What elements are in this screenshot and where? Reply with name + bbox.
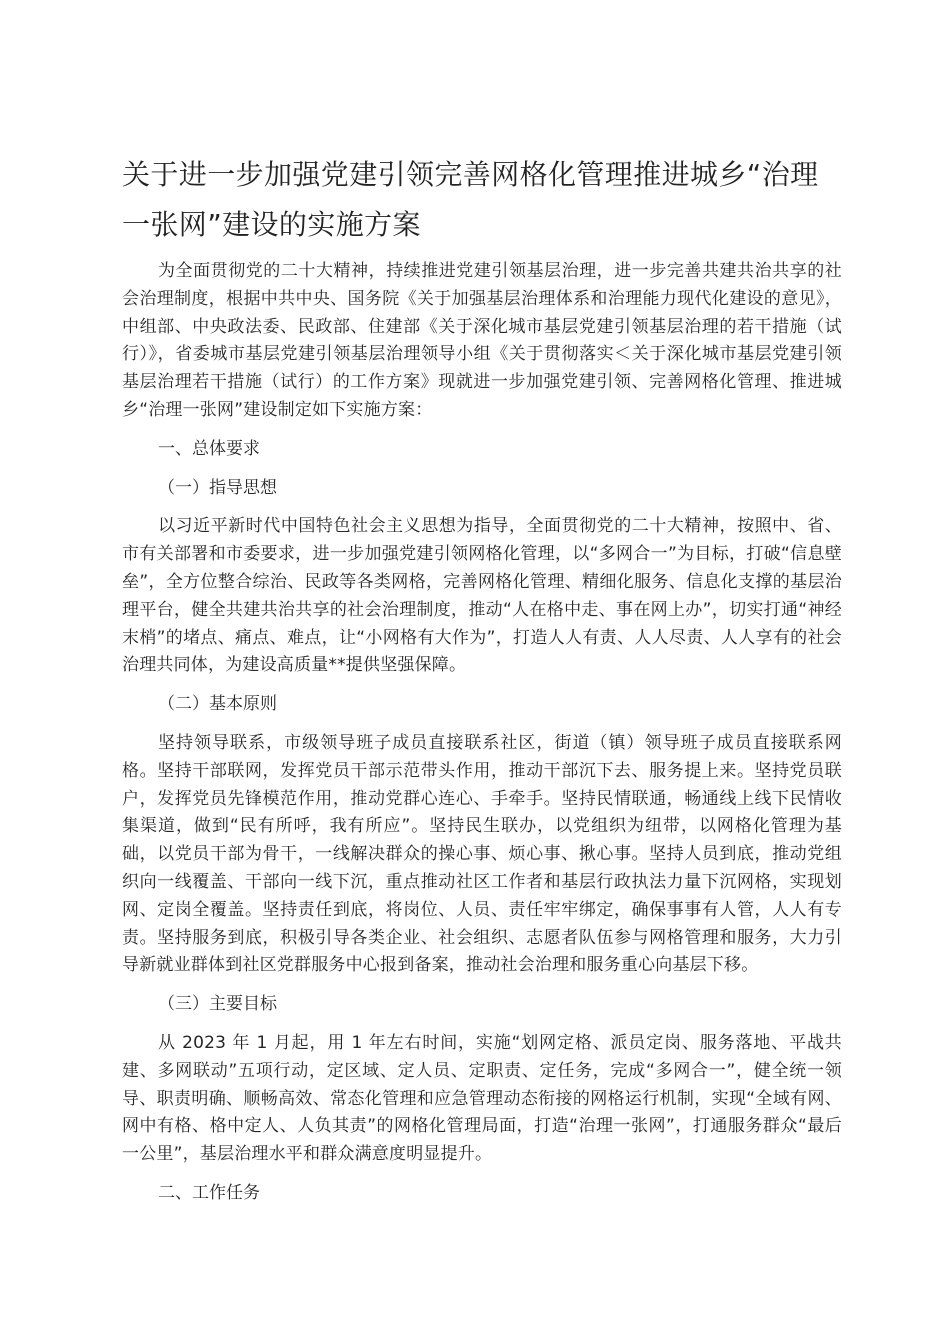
basic-principles-paragraph: 坚持领导联系，市级领导班子成员直接联系社区，街道（镇）领导班子成员直接联系网格。坚持干部联网，发挥党员干部示范带头作用，推动干部沉下去、服务提上来。坚持党员联户，发挥党员先锋模范作用，推动党群心连心、手牵手。坚持民情联通，畅通线上线下民情收集渠道，做到“民有所呼，我有所应”。坚持民生联办，以党组织为纽带，以网格化管理为基础，以党员干部为骨干，一线解决群众的操心事、烦心事、揪心事。坚持人员到底，推动党组织向一线覆盖、干部向一线下沉，重点推动社区工作者和基层行政执法力量下沉网格，实现划网、定岗全覆盖。坚持责任到底，将岗位、人员、责任牢牢绑定，确保事事有人管，人人有专责。坚持服务到底，积极引导各类企业、社会组织、志愿者队伍参与网格管理和服务，大力引导新就业群体到社区党群服务中心报到备案，推动社会治理和服务重心向基层下移。 [122, 732, 842, 976]
document-title: 关于进一步加强党建引领完善网格化管理推进城乡“治理一张网”建设的实施方案 [122, 158, 819, 241]
document-body [122, 258, 842, 1208]
main-goals-paragraph: 从 2023 年 1 月起，用 1 年左右时间，实施“划网定格、派员定岗、服务落地、平战共建、多网联动”五项行动，定区域、定人员、定职责、定任务，完成“多网合一”，健全统一领导、职责明确、顺畅高效、常态化管理和应急管理动态衔接的网格运行机制，实现“全域有网、网中有格、格中定人、人负其责”的网格化管理局面，打造“治理一张网”，打通服务群众“最后一公里”，基层治理水平和群众满意度明显提升。 [122, 1032, 842, 1165]
subsection-heading-guiding-ideology: （一）指导思想 [158, 477, 277, 498]
subsection-heading-main-goals: （三）主要目标 [158, 994, 277, 1015]
section-heading-general-requirements: 一、总体要求 [158, 438, 260, 459]
subsection-heading-basic-principles: （二）基本原则 [158, 694, 277, 715]
guiding-ideology-paragraph: 以习近平新时代中国特色社会主义思想为指导，全面贯彻党的二十大精神，按照中、省、市有关部署和市委要求，进一步加强党建引领网格化管理，以“多网合一”为目标，打破“信息壁垒”，全方位整合综治、民政等各类网格，完善网格化管理、精细化服务、信息化支撑的基层治理平台，健全共建共治共享的社会治理制度，推动“人在格中走、事在网上办”，切实打通“神经末梢”的堵点、痛点、难点，让“小网格有大作为”，打造人人有责、人人尽责、人人享有的社会治理共同体，为建设高质量**提供坚强保障。 [122, 516, 842, 676]
intro-paragraph: 为全面贯彻党的二十大精神，持续推进党建引领基层治理，进一步完善共建共治共享的社会治理制度，根据中共中央、国务院《关于加强基层治理体系和治理能力现代化建设的意见》，中组部、中央政法委、民政部、住建部《关于深化城市基层党建引领基层治理的若干措施（试行）》，省委城市基层党建引领基层治理领导小组《关于贯彻落实＜关于深化城市基层党建引领基层治理若干措施（试行）的工作方案》现就进一步加强党建引领、完善网格化管理、推进城乡“治理一张网”建设制定如下实施方案： [122, 261, 842, 420]
section-heading-work-tasks: 二、工作任务 [158, 1182, 260, 1203]
